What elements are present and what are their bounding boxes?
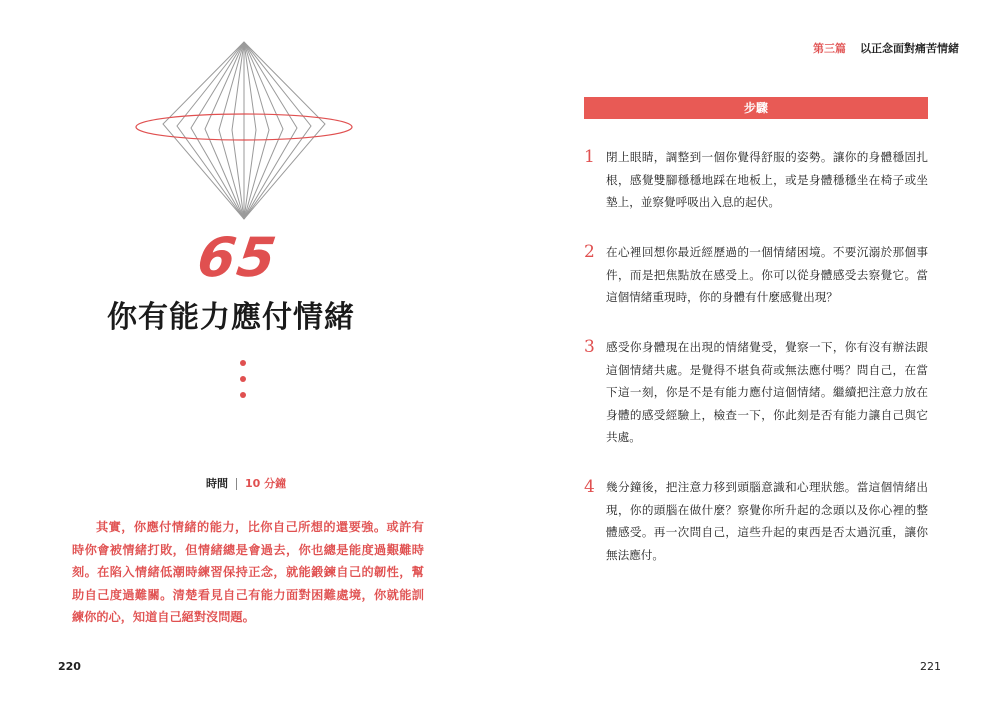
left-page (0, 0, 499, 709)
right-page (499, 0, 999, 709)
dot-icon (240, 360, 246, 366)
intro-paragraph: 其實，你應付情緒的能力，比你自己所想的還要強。或許有時你會被情緒打敗，但情緒總是會過去，你也總是能度過艱難時刻。在陷入情緒低潮時練習保持正念，就能鍛鍊自己的韌性，幫助自己度過難關。清楚看見自己有能力面對困難處境，你就能訓練你的心，知道自己絕對沒問題。 (72, 520, 424, 624)
step-text: 在心裡回想你最近經歷過的一個情緒困境。不要沉溺於那個事件，而是把焦點放在感受上。你可以從身體感受去察覺它。當這個情緒重現時，你的身體有什麼感覺出現？ (606, 245, 928, 304)
step-number: 2 (584, 242, 595, 262)
step-text: 幾分鐘後，把注意力移到頭腦意識和心理狀態。當這個情緒出現，你的頭腦在做什麼？察覺你所升起的念頭以及你心裡的整體感受。再一次問自己，這些升起的東西是否太過沉重，讓你無法應付。 (606, 480, 928, 562)
time-divider (236, 478, 237, 490)
step-text: 感受你身體現在出現的情緒覺受，覺察一下，你有沒有辦法跟這個情緒共處。是覺得不堪負荷或無法應付嗎？問自己，在當下這一刻，你是不是有能力應付這個情緒。繼續把注意力放在身體的感受經驗上，檢查一下，你此刻是否有能力讓自己與它共處。 (606, 340, 928, 444)
page-number-left: 220 (58, 660, 81, 673)
step-number: 3 (584, 337, 595, 357)
chapter-title: 你有能力應付情緒 (107, 300, 355, 335)
step-number: 4 (584, 477, 595, 497)
page-number-right: 221 (920, 660, 941, 673)
step-text: 閉上眼睛，調整到一個你覺得舒服的姿勢。讓你的身體穩固扎根，感覺雙腳穩穩地踩在地板上，或是身體穩穩坐在椅子或坐墊上，並察覺呼吸出入息的起伏。 (606, 150, 928, 209)
time-row (206, 476, 406, 492)
header-part: 第三篇 (813, 42, 846, 55)
steps-heading: 步驟 (584, 97, 928, 119)
decorative-dots (240, 360, 248, 404)
running-header (813, 40, 959, 56)
step-number: 1 (584, 147, 595, 167)
diamond-illustration (133, 38, 355, 224)
dot-icon (240, 376, 246, 382)
time-label: 時間 (206, 477, 228, 490)
time-value: 10 分鐘 (245, 477, 287, 490)
header-title: 以正念面對痛苦情緒 (860, 42, 959, 55)
chapter-number: 65 (193, 226, 282, 289)
dot-icon (240, 392, 246, 398)
